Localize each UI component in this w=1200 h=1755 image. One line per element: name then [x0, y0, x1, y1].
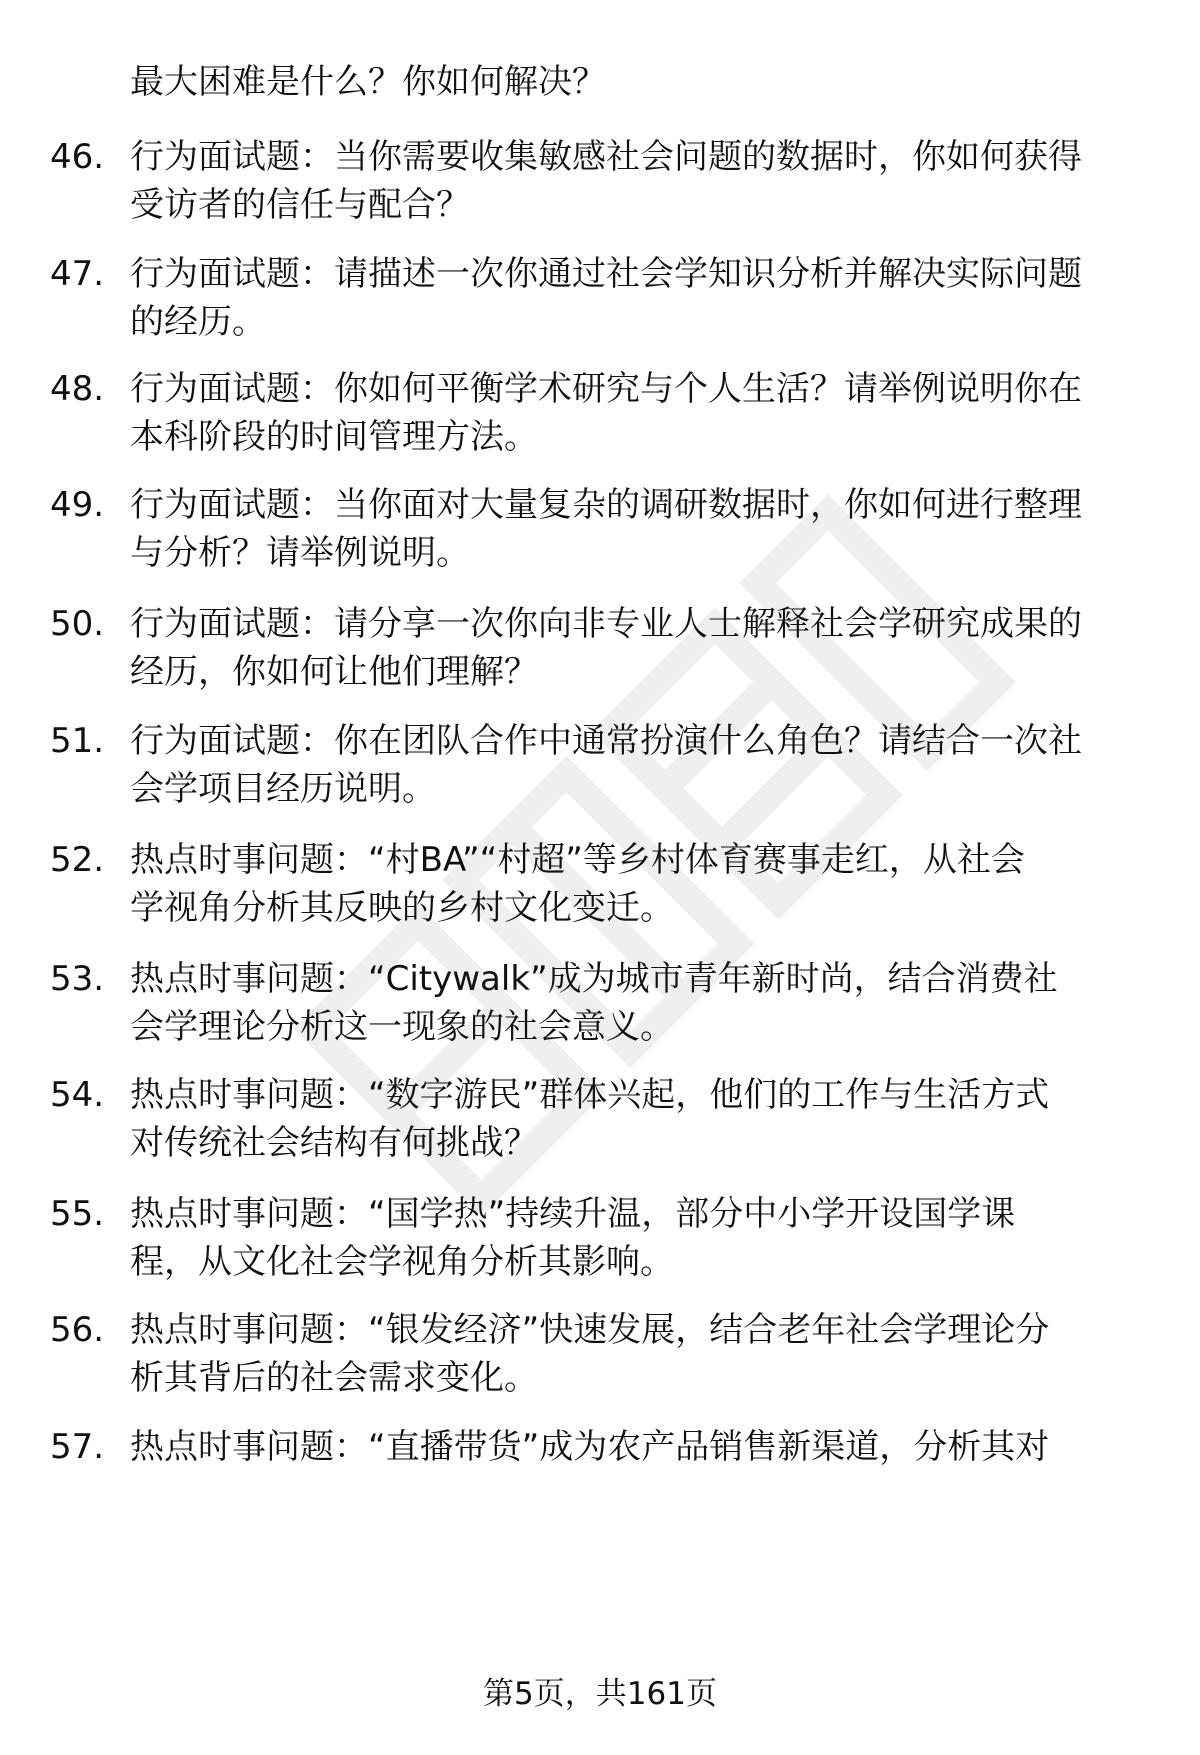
item-number: 46. [50, 137, 105, 177]
item-text-line: 热点时事问题：“数字游民”群体兴起，他们的工作与生活方式 [130, 1075, 1050, 1115]
item-text-line: 析其背后的社会需求变化。 [130, 1358, 538, 1398]
item-text-line: 热点时事问题：“国学热”持续升温，部分中小学开设国学课 [130, 1194, 1016, 1234]
item-text-line: 的经历。 [130, 302, 266, 342]
list-item [0, 481, 1200, 581]
item-text-line: 行为面试题：请分享一次你向非专业人士解释社会学研究成果的 [130, 604, 1082, 644]
list-item [0, 600, 1200, 700]
list-item [0, 1190, 1200, 1290]
item-number: 52. [50, 840, 105, 880]
list-item [0, 1071, 1200, 1171]
item-text-line: 行为面试题：你如何平衡学术研究与个人生活？请举例说明你在 [130, 369, 1082, 409]
item-text-line: 行为面试题：当你需要收集敏感社会问题的数据时，你如何获得 [130, 137, 1082, 177]
item-text-line: 行为面试题：当你面对大量复杂的调研数据时，你如何进行整理 [130, 485, 1082, 525]
list-item [0, 717, 1200, 817]
continued-question-text: 最大困难是什么？你如何解决？ [130, 62, 606, 102]
item-text-line: 热点时事问题：“村BA”“村超”等乡村体育赛事走红，从社会 [130, 840, 1025, 880]
item-text-line: 会学理论分析这一现象的社会意义。 [130, 1007, 674, 1047]
list-item [0, 365, 1200, 465]
list-item [0, 955, 1200, 1055]
item-text-line: 会学项目经历说明。 [130, 769, 436, 809]
item-text-line: 本科阶段的时间管理方法。 [130, 417, 538, 457]
item-number: 51. [50, 721, 105, 761]
item-number: 48. [50, 369, 105, 409]
item-text-line: 热点时事问题：“银发经济”快速发展，结合老年社会学理论分 [130, 1310, 1050, 1350]
item-number: 53. [50, 959, 105, 999]
item-number: 50. [50, 604, 105, 644]
list-item [0, 1423, 1200, 1523]
item-number: 49. [50, 485, 105, 525]
item-text-line: 对传统社会结构有何挑战？ [130, 1123, 538, 1163]
list-item [0, 250, 1200, 350]
item-text-line: 热点时事问题：“Citywalk”成为城市青年新时尚，结合消费社 [130, 959, 1058, 999]
item-text-line: 学视角分析其反映的乡村文化变迁。 [130, 888, 674, 928]
item-number: 54. [50, 1075, 105, 1115]
item-number: 55. [50, 1194, 105, 1234]
item-text-line: 热点时事问题：“直播带货”成为农产品销售新渠道，分析其对 [130, 1427, 1050, 1467]
list-item [0, 836, 1200, 936]
item-text-line: 行为面试题：请描述一次你通过社会学知识分析并解决实际问题 [130, 254, 1082, 294]
item-text-line: 程，从文化社会学视角分析其影响。 [130, 1242, 674, 1282]
item-text-line: 受访者的信任与配合？ [130, 185, 470, 225]
item-number: 56. [50, 1310, 105, 1350]
item-number: 47. [50, 254, 105, 294]
item-text-line: 经历，你如何让他们理解？ [130, 652, 538, 692]
page-number-footer: 第5页，共161页 [483, 1676, 717, 1712]
item-text-line: 与分析？请举例说明。 [130, 533, 470, 573]
item-text-line: 行为面试题：你在团队合作中通常扮演什么角色？请结合一次社 [130, 721, 1082, 761]
item-number: 57. [50, 1427, 105, 1467]
list-item [0, 133, 1200, 233]
list-item [0, 1306, 1200, 1406]
